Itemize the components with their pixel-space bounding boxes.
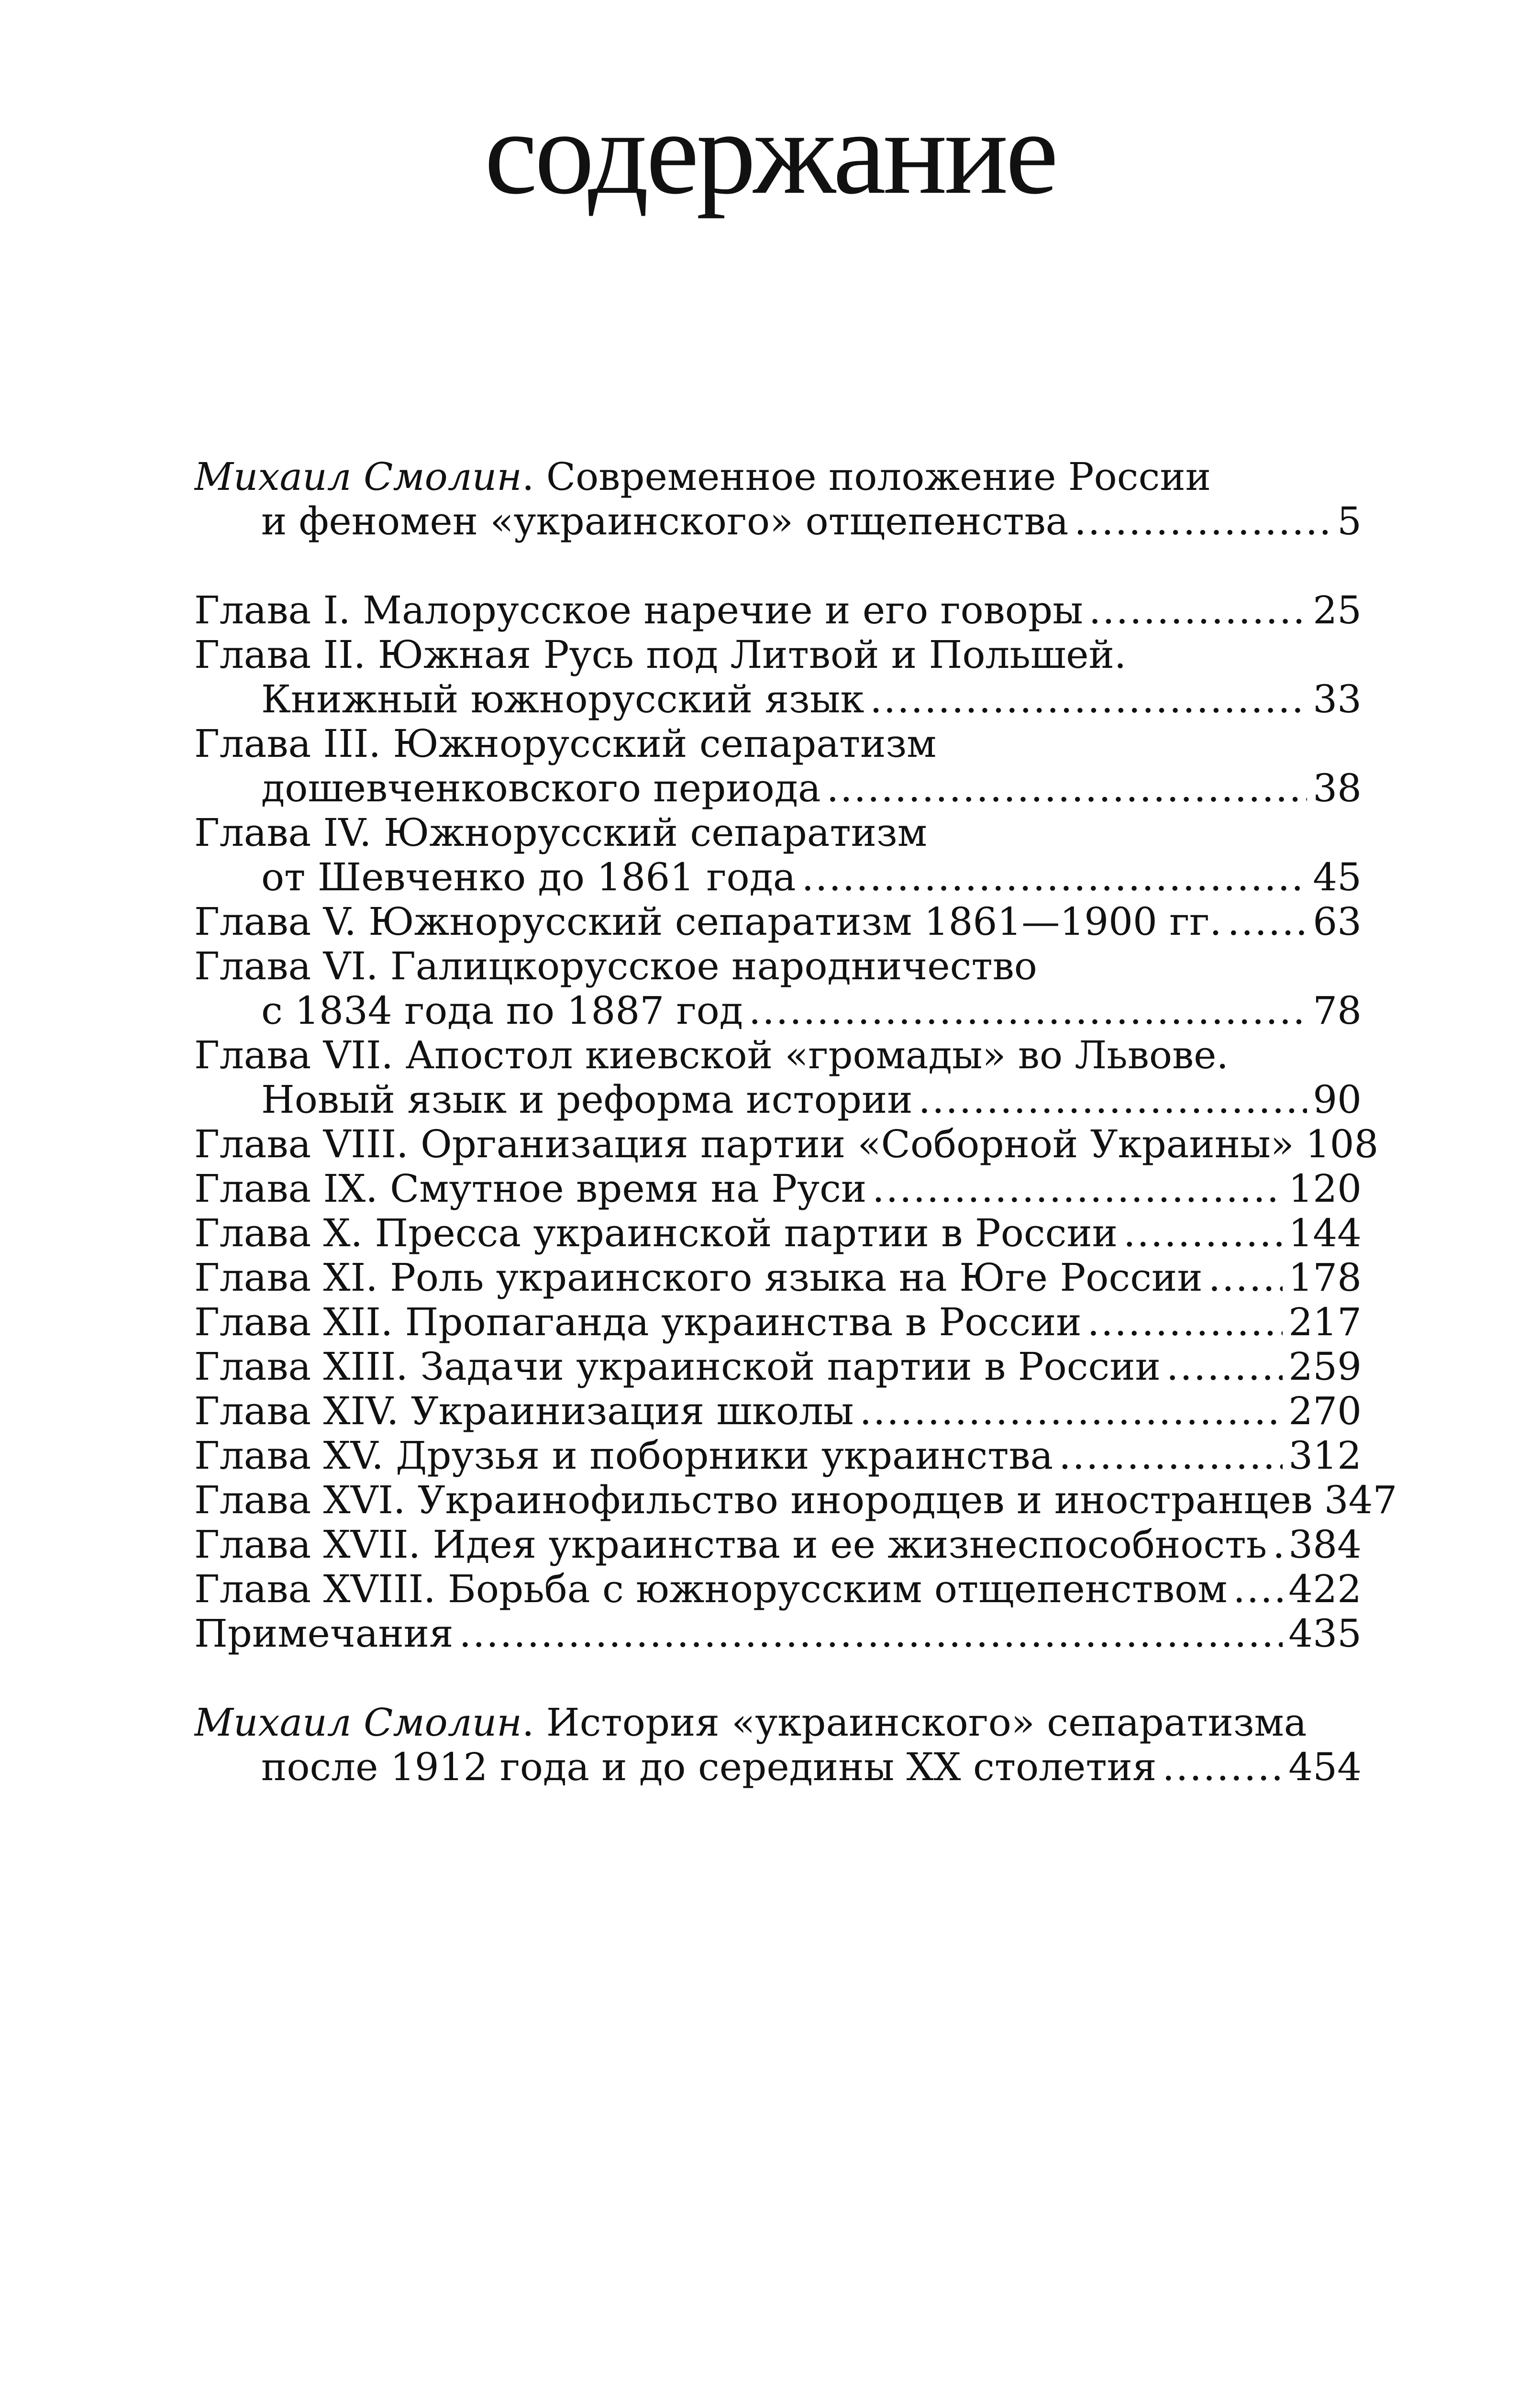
toc-entry [194,1611,1362,1656]
toc-entry-line [194,1389,1362,1433]
toc-entry-line [194,1344,1362,1389]
page-number: 5 [1337,499,1362,543]
page-number: 435 [1288,1611,1362,1656]
toc-entry-line [194,1211,1362,1255]
dot-leader [802,855,1307,899]
toc-entry-line [194,1745,1362,1789]
toc-entry [194,1300,1362,1344]
page-number: 144 [1288,1211,1362,1255]
entry-title: и феномен «украинского» отщепенства [261,499,1069,543]
toc-chapters-group [194,588,1397,1656]
entry-title: Глава IV. Южнорусский сепаратизм [194,810,927,855]
toc-entry-line [194,944,1362,988]
entry-title: Глава I. Малорусское наречие и его говоры [194,588,1083,632]
toc-entry [194,1433,1362,1478]
toc-entry [194,810,1362,899]
toc-entry-line [194,1433,1362,1478]
toc-entry-line [194,899,1362,944]
entry-title: Глава XIII. Задачи украинской партии в России [194,1344,1161,1389]
page-number: 347 [1324,1478,1397,1522]
entry-author: Михаил Смолин [194,1700,522,1745]
table-of-contents [194,454,1397,1789]
toc-entry-line [194,721,1362,766]
page-number: 178 [1288,1255,1362,1300]
page-number: 78 [1313,988,1362,1033]
entry-title: Глава XII. Пропаганда украинства в России [194,1300,1082,1344]
entry-title: Книжный южнорусский язык [261,677,864,721]
toc-entry-line [194,1122,1379,1166]
entry-title: . История «украинского» сепаратизма [522,1700,1307,1745]
entry-title: . Современное положение России [522,454,1211,499]
entry-title: после 1912 года и до середины XX столетия [261,1745,1157,1789]
toc-entry-line [194,988,1362,1033]
toc-afterword-group [194,1700,1362,1789]
page-number: 312 [1288,1433,1362,1478]
dot-leader [860,1389,1283,1433]
dot-leader [1074,499,1331,543]
entry-title: Глава VI. Галицкорусское народничество [194,944,1037,988]
entry-title: дошевченковского периода [261,766,821,810]
toc-entry-line [194,1033,1362,1077]
dot-leader [1228,899,1307,944]
entry-title: Глава XVI. Украинофильство инородцев и иностранцев [194,1478,1313,1522]
toc-entry-line [194,454,1362,499]
toc-entry [194,1389,1362,1433]
toc-entry [194,1255,1362,1300]
page-number: 259 [1288,1344,1362,1389]
toc-entry-line [194,766,1362,810]
toc-entry [194,588,1362,632]
entry-author: Михаил Смолин [194,454,522,499]
page-number: 270 [1288,1389,1362,1433]
entry-title: Глава VIII. Организация партии «Соборной Украины» [194,1122,1294,1166]
entry-title: с 1834 года по 1887 год [261,988,743,1033]
toc-entry-intro [194,454,1362,543]
entry-title: Глава IX. Смутное время на Руси [194,1166,867,1211]
toc-entry-afterword [194,1700,1362,1789]
page-number: 38 [1313,766,1362,810]
entry-title: Глава III. Южнорусский сепаратизм [194,721,937,766]
page-number: 45 [1313,855,1362,899]
toc-entry-line [194,1611,1362,1656]
toc-entry [194,1033,1362,1122]
entry-title: Глава XV. Друзья и поборники украинства [194,1433,1053,1478]
page-number: 108 [1305,1122,1379,1166]
dot-leader [919,1077,1307,1122]
toc-entry [194,1344,1362,1389]
toc-entry-line [194,1255,1362,1300]
entry-title: Новый язык и реформа истории [261,1077,913,1122]
dot-leader [1089,588,1307,632]
page-number: 454 [1288,1745,1362,1789]
dot-leader [1123,1211,1283,1255]
toc-entry [194,1522,1362,1567]
dot-leader [1087,1300,1283,1344]
page-number: 25 [1313,588,1362,632]
toc-entry-line [194,677,1362,721]
toc-entry [194,1567,1362,1611]
dot-leader [1233,1567,1283,1611]
dot-leader [827,766,1307,810]
toc-entry [194,1122,1379,1166]
page-number: 33 [1313,677,1362,721]
toc-entry [194,1478,1397,1522]
entry-title: Глава VII. Апостол киевской «громады» во Львове. [194,1033,1229,1077]
dot-leader [459,1611,1283,1656]
entry-title: Глава V. Южнорусский сепаратизм 1861—1900 гг. [194,899,1222,944]
toc-entry [194,721,1362,810]
toc-entry-line [194,588,1362,632]
dot-leader [749,988,1307,1033]
toc-entry-line [194,632,1362,677]
toc-entry [194,1166,1362,1211]
entry-title: Глава XVIII. Борьба с южнорусским отщепенством [194,1567,1228,1611]
page-number: 422 [1288,1567,1362,1611]
dot-leader [1273,1522,1283,1567]
toc-entry [194,632,1362,721]
toc-entry [194,1211,1362,1255]
entry-title: Глава XVII. Идея украинства и ее жизнеспособность [194,1522,1267,1567]
toc-entry-line [194,1300,1362,1344]
toc-entry-line [194,1166,1362,1211]
toc-entry [194,899,1362,944]
toc-intro-group [194,454,1362,543]
toc-entry-line [194,855,1362,899]
entry-title: Глава XIV. Украинизация школы [194,1389,854,1433]
page-number: 63 [1313,899,1362,944]
page-number: 217 [1288,1300,1362,1344]
dot-leader [870,677,1307,721]
dot-leader [872,1166,1283,1211]
toc-entry-line [194,499,1362,543]
dot-leader [1208,1255,1283,1300]
toc-entry-line [194,1522,1362,1567]
entry-title: Примечания [194,1611,454,1656]
dot-leader [1166,1344,1283,1389]
page-title: содержание [484,87,1056,219]
page-number: 90 [1313,1077,1362,1122]
toc-entry-line [194,1567,1362,1611]
entry-title: Глава X. Пресса украинской партии в России [194,1211,1118,1255]
page-number: 384 [1288,1522,1362,1567]
dot-leader [1162,1745,1283,1789]
toc-entry-line [194,810,1362,855]
entry-title: от Шевченко до 1861 года [261,855,796,899]
page-number: 120 [1288,1166,1362,1211]
entry-title: Глава XI. Роль украинского языка на Юге России [194,1255,1203,1300]
toc-entry [194,944,1362,1033]
toc-entry-line [194,1478,1397,1522]
toc-entry-line [194,1077,1362,1122]
toc-entry-line [194,1700,1362,1745]
dot-leader [1059,1433,1283,1478]
entry-title: Глава II. Южная Русь под Литвой и Польшей. [194,632,1127,677]
